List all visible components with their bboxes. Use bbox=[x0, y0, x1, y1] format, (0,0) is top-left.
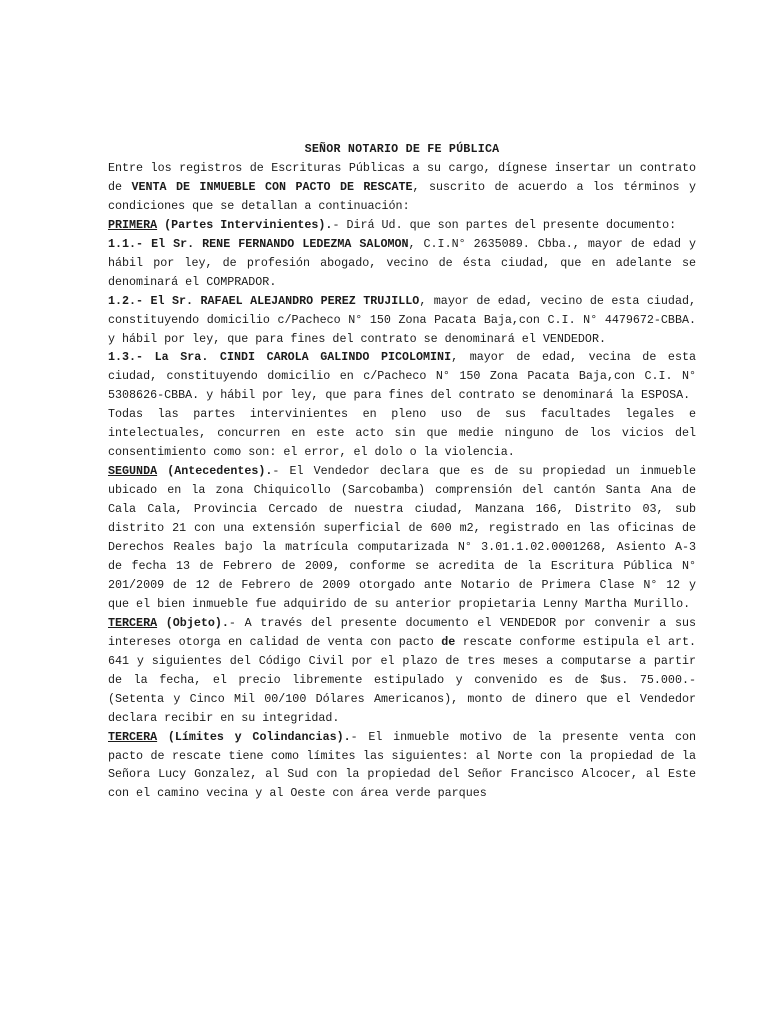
party-1-2-text: , mayor de edad, vecino de esta ciudad, constituyendo domicilio c/Pacheco N° 150 Zona Pacata Baja,con C.I. N° 4479672-CBBA. y hábil por ley, que para fines del contrato se denominará el VENDEDOR. bbox=[108, 293, 696, 346]
document-page bbox=[108, 140, 696, 803]
party-1-3-text: , mayor de edad, vecina de esta ciudad, constituyendo domicilio en c/Pacheco N° 150 Zona Pacata Baja,con C.I. N° 5308626-CBBA. y hábil por ley, que para fines del contrato se denominará la ESPOSA. bbox=[108, 350, 696, 403]
clause-tercera-limites-subheading: (Límites y Colindancias). bbox=[157, 729, 351, 744]
document-title: SEÑOR NOTARIO DE FE PÚBLICA bbox=[304, 142, 500, 156]
party-1-1-name: 1.1.- El Sr. RENE FERNANDO LEDEZMA SALOMON bbox=[108, 236, 409, 251]
party-1-3-name: 1.3.- La Sra. CINDI CAROLA GALINDO PICOLOMINI bbox=[108, 350, 452, 365]
intro-paragraph bbox=[108, 159, 696, 216]
party-1-2 bbox=[108, 292, 696, 349]
clause-tercera-objeto bbox=[108, 614, 696, 728]
clause-primera-heading: PRIMERA bbox=[108, 217, 158, 232]
party-1-1 bbox=[108, 235, 696, 292]
clause-tercera-limites-heading: TERCERA bbox=[108, 729, 158, 744]
clause-tercera-limites-text: - El inmueble motivo de la presente venta con pacto de rescate tiene como límites las siguientes: al Norte con la propiedad de la Señora Lucy Gonzalez, al Sud con la propiedad del Señor Francisco Alcocer, al Este con el camino vecina y al Oeste con área verde parques bbox=[108, 729, 696, 801]
clause-tercera-objeto-heading: TERCERA bbox=[108, 615, 158, 630]
parties-statement: Todas las partes intervinientes en pleno uso de sus facultades legales e intelectuales, concurren en este acto sin que medie ninguno de los vicios del consentimiento como son: el error, el dolo o la violencia. bbox=[108, 407, 696, 460]
intro-text-1: Entre los registros de Escrituras Públicas a su cargo, dígnese insertar un contrato de bbox=[108, 160, 696, 194]
clause-segunda-subheading: (Antecedentes). bbox=[157, 464, 273, 479]
clause-primera-text: - Dirá Ud. que son partes del presente documento: bbox=[332, 217, 677, 232]
clause-primera-subheading: (Partes Intervinientes). bbox=[157, 217, 333, 232]
intro-text-2: , suscrito de acuerdo a los términos y condiciones que se detallan a continuación: bbox=[108, 179, 696, 213]
clause-tercera-objeto-text-2: rescate conforme estipula el art. 641 y siguientes del Código Civil por el plazo de tres meses a computarse a partir de la fecha, el precio libremente estipulado y convenido es de $us. 75.000.- (Setenta y Cinco Mil 00/100 Dólares Americanos), monto de dinero que el Vendedor declara recibir en su integridad. bbox=[108, 634, 696, 725]
party-1-3 bbox=[108, 348, 696, 405]
clause-segunda-heading: SEGUNDA bbox=[108, 464, 158, 479]
party-1-1-text: , C.I.N° 2635089. Cbba., mayor de edad y hábil por ley, de profesión abogado, vecino de ésta ciudad, que en adelante se denominará el COMPRADOR. bbox=[108, 236, 696, 289]
clause-tercera-objeto-text-1: - A través del presente documento el VENDEDOR por convenir a sus intereses otorga en calidad de venta con pacto bbox=[108, 615, 696, 649]
clause-segunda-text: - El Vendedor declara que es de su propiedad un inmueble ubicado en la zona Chiquicollo (Sarcobamba) comprensión del cantón Santa Ana de Cala Cala, Provincia Cercado de nuestra ciudad, Manzana 166, Distrito 03, sub distrito 21 con una extensión superficial de 600 m2, registrado en las oficinas de Derechos Reales bajo la matrícula computarizada N° 3.01.1.02.0001268, Asiento A-3 de fecha 13 de Febrero de 2009, conforme se acredita de la Escritura Pública N° 201/2009 de 12 de Febrero de 2009 otorgado ante Notario de Primera Clase N° 12 y que el bien inmueble fue adquirido de su anterior propietaria Lenny Martha Murillo. bbox=[108, 464, 697, 611]
clause-segunda bbox=[108, 462, 696, 614]
party-1-2-name: 1.2.- El Sr. RAFAEL ALEJANDRO PEREZ TRUJILLO bbox=[108, 293, 420, 308]
clause-tercera-objeto-bold-de: de bbox=[441, 634, 456, 649]
contract-type: VENTA DE INMUEBLE CON PACTO DE RESCATE bbox=[131, 179, 413, 194]
clause-tercera-limites bbox=[108, 728, 696, 804]
clause-primera bbox=[108, 216, 696, 235]
clause-tercera-objeto-subheading: (Objeto). bbox=[157, 615, 229, 630]
